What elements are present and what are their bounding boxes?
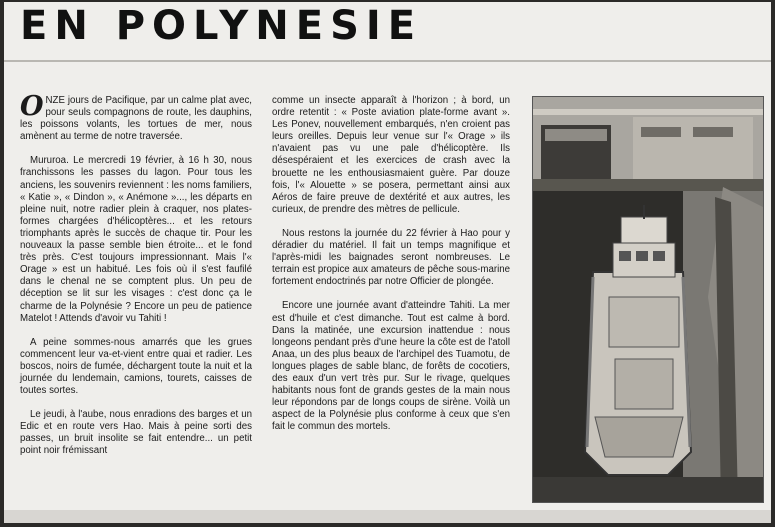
divider — [4, 60, 771, 62]
paragraph: Le jeudi, à l'aube, nous enradions des barges et un Edic et en route vers Hao. Mais à peine sorti des passes, un bruit insolite se fait entendre... un petit point noir frémissant — [20, 409, 252, 457]
paragraph: comme un insecte apparaît à l'horizon ; à bord, un ordre retentit : « Poste aviation plate-forme avant ». Les Ponev, nouvellement embarqués, n'en croient pas leurs oreilles. Depuis leur venue sur l'« Orage » ils n'avaient pas vu une pale d'hélicoptère. Ils désespéraient et les exercices de crash avec la brouette ne les enthousiasmaient guère. Par douze fois, l'« Alouette » se posera, permettant ainsi aux Aéros de faire preuve de dextérité et aux autres, les curieux, de prendre des mètres de pellicule. — [272, 95, 510, 215]
headline: EN POLYNESIE — [20, 3, 423, 49]
page-edge — [4, 510, 771, 523]
paragraph: A peine sommes-nous amarrés que les grues commencent leur va-et-vient entre quai et radier. Les boscos, noirs de fumée, déchargent toute la nuit et la journée du lendemain, camions, tourets, caisses de toutes sortes. — [20, 336, 252, 397]
paragraph: Encore une journée avant d'atteindre Tahiti. La mer est d'huile et c'est dimanche. Tout est calme à bord. Dans la matinée, une excursion inattendue : nous longeons pendant près d'une heure la côte est de l'atoll Anaa, un des plus beaux de l'archipel des Tuamotu, de longues plages de sable blanc, de forêts de cocotiers, des eaux d'un vert très pur. Sur le rivage, quelques habitants nous font de grands gestes de la main nous leur répondons par de longs coups de sirène. Voilà un aspect de la Polynésie plus conforme à ceux que s'en fait le commun des mortels. — [272, 300, 510, 433]
paragraph: Nous restons la journée du 22 février à Hao pour y déradier du matériel. Il fait un temps magnifique et l'après-midi les baignades seront nombreuses. Le terrain est propice aux amateurs de pêche sous-marine fortement endoctrinés par notre Officier de plongée. — [272, 227, 510, 288]
drop-cap: O — [20, 91, 44, 122]
text-column-middle — [272, 95, 510, 445]
text-column-left — [20, 91, 252, 470]
paragraph: ONZE jours de Pacifique, par un calme plat avec, pour seuls compagnons de route, les dauphins, les poissons volants, les tortues de mer, nous amènent au terme de notre traversée. — [20, 91, 252, 143]
ship-illustration — [533, 97, 763, 502]
ship-photo — [532, 96, 764, 503]
paragraph: Mururoa. Le mercredi 19 février, à 16 h 30, nous franchissons les passes du lagon. Pour tous les anciens, les souvenirs reviennent : les noms familiers, « Katie », « Dindon », « Anémone »..., les départs en pleine nuit, notre radier plein à craquer, nos plates-formes chargées d'hélicoptères... et les retours triomphants après le succès de chaque tir. Pour les nouveaux la passe semble bien étroite... et le fond très près. C'est toujours impressionnant. Mais l'« Orage » est un habitué. Les fois où il s'est faufilé dans le chenal ne se comptent plus. Un peu de déception se lit sur les visages : c'est donc ça le charme de la Polynésie ? Encore un peu de patience Matelot ! Attends d'avoir vu Tahiti ! — [20, 155, 252, 324]
magazine-page — [4, 2, 771, 523]
